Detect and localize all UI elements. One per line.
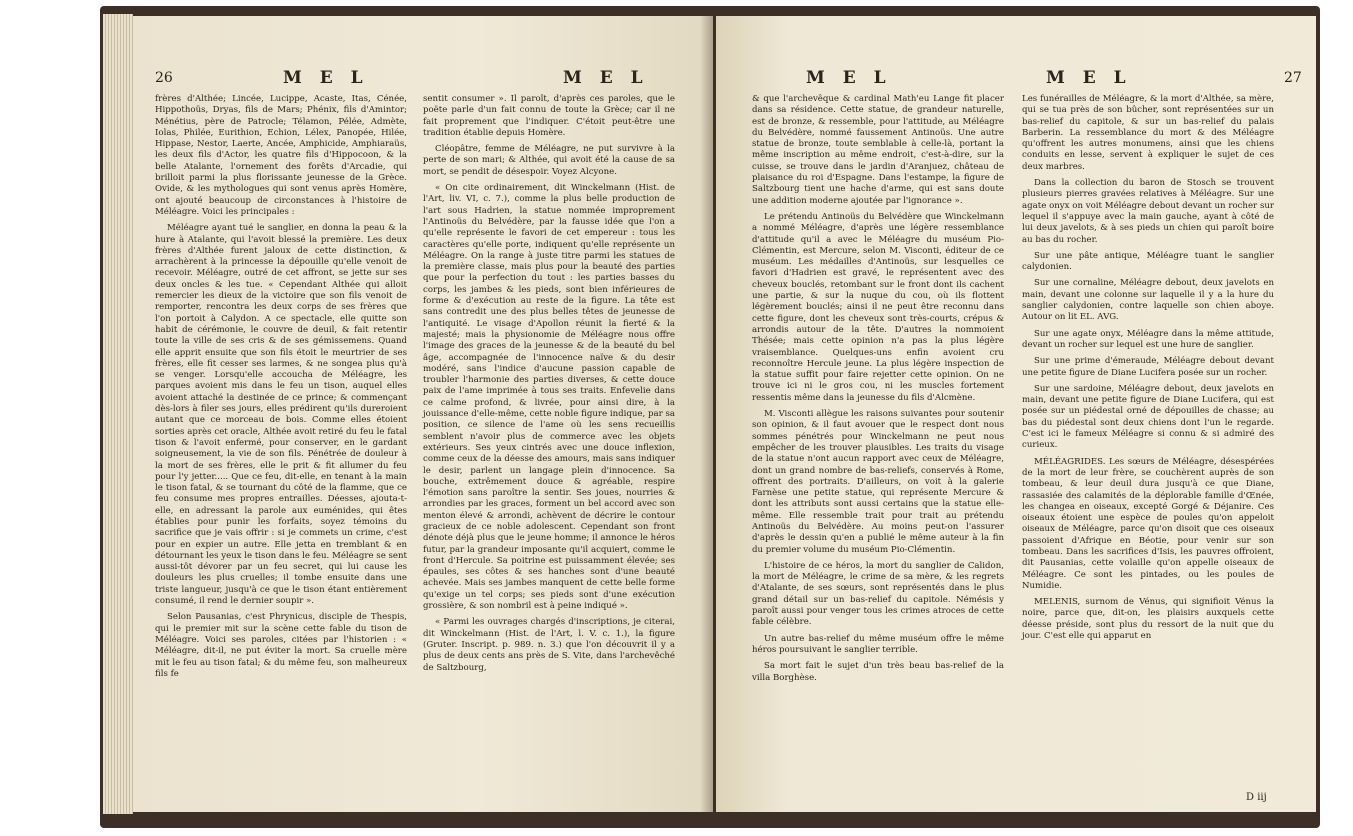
running-head-right: M E L <box>1046 68 1132 88</box>
paragraph: Sur une cornaline, Méléagre debout, deux javelots en main, devant une colonne sur laquelle il y a la hure du sanglier calydonien, contre laquelle son chien aboye. Autour on lit EL. AVG. <box>1022 278 1274 323</box>
paragraph: Cléopâtre, femme de Méléagre, ne put survivre à la perte de son mari; & Althée, qui avoit été la cause de sa mort, se pendit de désespoir. Voyez Alcyone. <box>423 144 675 177</box>
right-page <box>716 16 1316 812</box>
paragraph: Dans la collection du baron de Stosch se trouvent plusieurs pierres gravées relatives à Méléagre. Sur une agate onyx on voit Méléagre debout devant un rocher sur lequel il s'appuye avec la main gauche, ayant à côté de lui deux javelots, & à ses pieds un chien qui paroît boire au bas du rocher. <box>1022 178 1274 245</box>
running-head-left: M E L <box>806 68 892 88</box>
paragraph: Selon Pausanias, c'est Phrynicus, disciple de Thespis, qui le premier mit sur la scène cette fable du tison de Méléagre. Voici ses paroles, citées par l'historien : « Méléagre, dit-il, ne put éviter la mort. Sa cruelle mère mit le feu au tison fatal; & du même feu, son malheureux fils fe <box>155 612 407 679</box>
paragraph: Les funérailles de Méléagre, & la mort d'Althée, sa mère, qui se tua près de son bûcher, sont représentées sur un bas-relief du capitole, & sur un bas-relief du palais Barberin. La ressemblance du mort & des Méléagre qu'offrent les autres monumens, ainsi que les chiens conduits en lesse, servent à expliquer le sujet de ces deux marbres. <box>1022 94 1274 172</box>
paragraph: M. Visconti allègue les raisons suivantes pour soutenir son opinion, & il faut avouer que le respect dont nous sommes pénétrés pour Winckelmann ne peut nous empêcher de les trouver plausibles. Les traits du visage de la statue n'ont aucun rapport avec ceux de Méléagre, dont un grand nombre de bas-reliefs, conservés à Rome, offrent des portraits. D'ailleurs, on voit à la galerie Farnèse une petite statue, qui représente Mercure & dont les attributs sont aussi certains que la statue elle-même. Elle ressemble trait pour trait au prétendu Antinoüs du Belvédère. Au moins peut-on l'assurer d'après le dessin qu'en a publié le même auteur à la fin du premier volume du muséum Pio-Clémentin. <box>752 409 1004 555</box>
paragraph: MELENIS, surnom de Vénus, qui signifioit Vénus la noire, parce que, dit-on, les plaisirs auxquels cette déesse préside, sont plus du ressort de la nuit que du jour. C'est elle qui apparut en <box>1022 597 1274 642</box>
running-head-left: M E L <box>283 68 369 88</box>
paragraph: Sa mort fait le sujet d'un très beau bas-relief de la villa Borghèse. <box>752 661 1004 683</box>
paragraph: Sur une agate onyx, Méléagre dans la même attitude, devant un rocher sur lequel est une hure de sanglier. <box>1022 328 1274 350</box>
paragraph: & que l'archevêque & cardinal Math'eu Lange fit placer dans sa résidence. Cette statue, de grandeur naturelle, est de bronze, & ressemble, pour l'attitude, au Méléagre du Belvédère, nommé faussement Antinoüs. Une autre statue de bronze, toute semblable à celle-là, portant la même inscription au même endroit, c'est-à-dire, sur la cuisse, se trouve dans le jardin d'Aranjuez, château de plaisance du roi d'Espagne. Dans l'estampe, la figure de Saltzbourg tient une hache d'arme, qui est sans doute une addition moderne ajoutée par l'ignorance ». <box>752 94 1004 206</box>
page-number: 27 <box>1284 70 1302 86</box>
paragraph: Le prétendu Antinoüs du Belvédère que Winckelmann a nommé Méléagre, d'après une légère ressemblance d'attitude qu'il a avec le Méléagre du muséum Pio-Clémentin, est Mercure, selon M. Visconti, éditeur de ce muséum. Les médailles d'Antinoüs, sur lesquelles ce favori d'Hadrien est gravé, le représentent avec des cheveux bouclés, retombant sur le front dont ils cachent une partie, & sur la nuque du cou, où ils flottent légèrement bouclés; ainsi il ne peut être reconnu dans cette figure, dont les cheveux sont très-courts, crépus & arrondis autour de la tête. D'autres la nommoient Thésée; mais cette opinion n'a pas la plus légère vraisemblance. Quelques-uns enfin avoient cru reconnoître Hercule jeune. La plus légère inspection de la statue suffit pour faire rejetter cette opinion. On ne trouve ici ni le gros cou, ni les muscles fortement ressentis même dans la jeunesse du fils d'Alcmène. <box>752 211 1004 403</box>
paragraph: Sur une sardoine, Méléagre debout, deux javelots en main, devant une petite figure de Diane Lucifera, qui est posée sur un piédestal orné de dépouilles de chasse; au bas du piédestal sont deux chiens dont l'un le regarde. C'est ici le fameux Méléagre si connu & si admiré des curieux. <box>1022 383 1274 451</box>
left-page <box>133 16 713 812</box>
signature-mark: D iij <box>1246 792 1267 803</box>
text-column-1 <box>752 94 1004 689</box>
running-head-right: M E L <box>563 68 649 88</box>
paragraph: L'histoire de ce héros, la mort du sanglier de Calidon, la mort de Méléagre, le crime de sa mère, & les regrets d'Atalante, de ses sœurs, sont représentés dans le plus grand détail sur un bas-relief du capitole. Némésis y paroît aussi pour venger tous les crimes atroces de cette fable célèbre. <box>752 560 1004 628</box>
paragraph: frères d'Althée; Lincée, Lucippe, Acaste, Itas, Cénée, Hippothoüs, Dryas, fils de Mars; Phénix, fils d'Amintor; Ménétius, père de Patrocle; Télamon, Pélée, Admète, Iolas, Philée, Eurithion, Echion, Lélex, Panopée, Hilée, Hippase, Nestor, Laerte, Ancée, Amphicide, Amphiaraüs, les deux fils d'Actor, les quatre fils d'Hippocoon, & la belle Atalante, l'ornement des forêts d'Arcadie, qui brilloit parmi la plus florissante jeunesse de la Grèce. Ovide, & les mythologues qui sont venus après Homère, ont ajouté beaucoup de circonstances à l'histoire de Méléagre. Voici les principales : <box>155 94 407 217</box>
paragraph: MÉLÉAGRIDES. Les sœurs de Méléagre, désespérées de la mort de leur frère, se couchèrent auprès de son tombeau, & leur deuil dura jusqu'à ce que Diane, rassasiée des calamités de la déplorable famille d'Œnée, les changea en oiseaux, excepté Gorgé & Déjanire. Ces oiseaux étoient une espèce de poules qu'on appeloit oiseaux de Méléagre, parce qu'on disoit que ces oiseaux passoient d'Afrique en Béotie, pour venir sur son tombeau. Dans les sacrifices d'Isis, les pauvres offroient, dit Pausanias, cette volaille qu'on appelle oiseaux de Méléagre. Ce sont les pintades, ou les poules de Numidie. <box>1022 456 1274 591</box>
page-number: 26 <box>155 70 173 86</box>
paragraph: sentit consumer ». Il paroît, d'après ces paroles, que le poëte parle d'un fait connu de toute la Grèce; car il ne fait proprement que l'indiquer. C'étoit peut-être une tradition établie depuis Homère. <box>423 94 675 138</box>
paragraph: Sur une pâte antique, Méléagre tuant le sanglier calydonien. <box>1022 250 1274 273</box>
paragraph: Sur une prime d'émeraude, Méléagre debout devant une petite figure de Diane Lucifera posée sur un rocher. <box>1022 356 1274 378</box>
paragraph: « On cite ordinairement, dit Winckelmann (Hist. de l'Art, liv. VI, c. 7.), comme la plus belle production de l'art sous Hadrien, la statue nommée improprement l'Antinoüs du Belvédère, par la fausse idée que l'on a qu'elle représente le favori de cet empereur : tous les caractères qu'elle porte, indiquent qu'elle représente un Méléagre. On la range à juste titre parmi les statues de la première classe, mais plus pour la beauté des parties que pour la perfection du tout : les parties basses du corps, les jambes & les pieds, sont bien inférieures de forme & d'exécution au reste de la figure. La tête est sans contredit une des plus belles têtes de jeunesse de l'antiquité. Le visage d'Apollon réunit la fierté & la majesté; mais la physionomie de Méléagre nous offre l'image des graces de la jeunesse & de la beauté du bel âge, accompagnée de l'innocence naïve & du desir modéré, sans l'indice d'aucune passion capable de troubler l'harmonie des parties diverses, & cette douce paix de l'ame imprimée à tous ses traits. Enfevelie dans ce calme profond, & livrée, pour ainsi dire, à la jouissance d'elle-même, cette noble figure indique, par sa position, ce silence de l'ame où les sens recueillis semblent n'avoir plus de commerce avec les objets extérieurs. Ses yeux cintrés avec une douce inflexion, comme ceux de la déesse des amours, mais sans indiquer le desir, parlent un langage plein d'innocence. Sa bouche, extrêmement douce & agréable, respire l'émotion sans paroître la sentir. Ses joues, nourries & arrondies par les graces, forment un bel accord avec son menton élevé & arrondi, achèvent de décrire le contour gracieux de ce noble adolescent. Cependant son front dénote déjà plus que le jeune homme; il annonce le héros futur, par la grandeur imposante qu'il acquiert, comme le front d'Hercule. Sa poitrine est puissamment élevée; ses épaules, ses côtes & ses hanches sont d'une beauté achevée. Mais ses jambes manquent de cette belle forme qu'exige un tel corps; ses pieds sont d'une exécution grossière, & son nombril est à peine indiqué ». <box>423 183 675 612</box>
paragraph: Méléagre ayant tué le sanglier, en donna la peau & la hure à Atalante, qui l'avoit blessé la première. Les deux frères d'Althée furent jaloux de cette distinction, & arrachèrent à la princesse la dépouille qu'elle venoit de recevoir. Méléagre, outré de cet affront, se jette sur ses deux oncles & les tue. « Cependant Althée qui alloit remercier les dieux de la victoire que son fils venoit de remporter, rencontra les deux corps de ses frères que l'on portoit à Calydon. A ce spectacle, elle quitte son habit de cérémonie, le couvre de deuil, & fait retentir toute la ville de ses cris & de ses gémissemens. Quand elle apprit ensuite que son fils étoit le meurtrier de ses frères, elle fit cesser ses larmes, & ne songea plus qu'à se venger. Lorsqu'elle accoucha de Méléagre, les parques avoient mis dans le feu un tison, auquel elles avoient attaché la destinée de ce prince; & commençant dès-lors à filer ses jours, elles prédirent qu'ils dureroient autant que ce morceau de bois. Comme elles étoient sorties après cet oracle, Althée avoit retiré du feu le fatal tison & l'avoit enfermé, pour conserver, en le gardant soigneusement, la vie de son fils. Pénétrée de douleur à la mort de ses frères, elle le prit & fit allumer du feu pour l'y jetter..... Que ce feu, dit-elle, en tenant à la main le tison fatal, & se tournant du côté de la flamme, que ce feu consume mes propres entrailles. Déesses, ajouta-t-elle, en adressant la parole aux euménides, qui êtes établies pour punir les forfaits, soyez témoins du sacrifice que je vais offrir : si je commets un crime, c'est pour en expier un autre. Elle jetta en tremblant & en détournant les yeux le tison dans le feu. Méléagre se sent aussi-tôt dévorer par un feu secret, qui lui cause les douleurs les plus cruelles; il tombe ensuite dans une triste langueur, jusqu'à ce que le tison étant entièrement consumé, il rend le dernier soupir ». <box>155 223 407 607</box>
page-edges <box>103 14 133 814</box>
text-column-1 <box>155 94 407 685</box>
paragraph: « Parmi les ouvrages chargés d'inscriptions, je citerai, dit Winckelmann (Hist. de l'Art, l. V. c. 1.), la figure (Gruter. Inscript. p. 989. n. 3.) que l'on découvrit il y a plus de deux cents ans près de S. Vite, dans l'archevêché de Saltzbourg, <box>423 617 675 673</box>
text-column-2 <box>1022 94 1274 647</box>
text-column-2 <box>423 94 675 679</box>
paragraph: Un autre bas-relief du même muséum offre le même héros poursuivant le sanglier terrible. <box>752 633 1004 655</box>
